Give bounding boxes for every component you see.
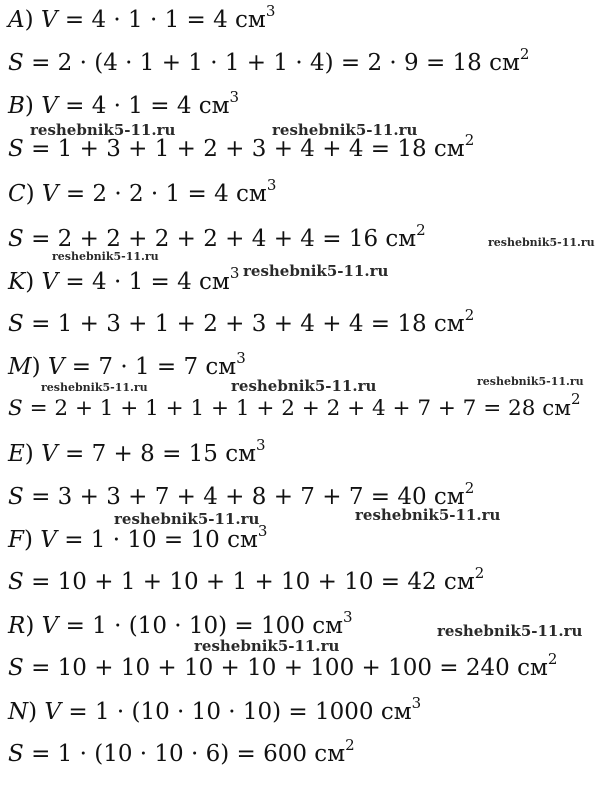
line-a-volume: A) V = 4 · 1 · 1 = 4 $см^3$ [8,2,276,33]
line-m-volume: M) V = 7 · 1 = 7 $см^3$ [8,349,246,380]
watermark: reshebnik5-11.ru [52,250,159,263]
line-e-volume: E) V = 7 + 8 = 15 $см^3$ [8,436,266,467]
line-r-volume: R) V = 1 · (10 · 10) = 100 $см^3$ [8,608,353,639]
line-e-area: S = 3 + 3 + 7 + 4 + 8 + 7 + 7 = 40 $см^2$ [8,479,475,510]
line-b-area: S = 1 + 3 + 1 + 2 + 3 + 4 + 4 = 18 $см^2$ [8,131,475,162]
line-k-volume: K) V = 4 · 1 = 4 $см^3$ [8,264,240,295]
watermark: reshebnik5-11.ru [114,510,260,528]
line-b-volume: B) V = 4 · 1 = 4 $см^3$ [8,88,240,119]
watermark: reshebnik5-11.ru [30,121,176,139]
watermark: reshebnik5-11.ru [231,377,377,395]
watermark: reshebnik5-11.ru [41,381,148,394]
line-c-volume: C) V = 2 · 2 · 1 = 4 $см^3$ [8,176,277,207]
line-m-area: S = 2 + 1 + 1 + 1 + 1 + 2 + 2 + 4 + 7 + 7 = 28 $см^2$ [8,390,581,421]
watermark: reshebnik5-11.ru [243,262,389,280]
watermark: reshebnik5-11.ru [355,506,501,524]
watermark: reshebnik5-11.ru [488,236,595,249]
line-f-volume: F) V = 1 · 10 = 10 $см^3$ [8,522,268,553]
line-k-area: S = 1 + 3 + 1 + 2 + 3 + 4 + 4 = 18 $см^2$ [8,306,475,337]
line-c-area: S = 2 + 2 + 2 + 2 + 4 + 4 = 16 $см^2$ [8,221,426,252]
watermark: reshebnik5-11.ru [477,375,584,388]
line-f-area: S = 10 + 1 + 10 + 1 + 10 + 10 = 42 $см^2$ [8,564,485,595]
line-n-area: S = 1 · (10 · 10 · 6) = 600 $см^2$ [8,736,355,767]
line-r-area: S = 10 + 10 + 10 + 10 + 100 + 100 = 240 $см^2$ [8,650,558,681]
watermark: reshebnik5-11.ru [272,121,418,139]
watermark: reshebnik5-11.ru [194,637,340,655]
watermark: reshebnik5-11.ru [437,622,583,640]
line-a-area: S = 2 · (4 · 1 + 1 · 1 + 1 · 4) = 2 · 9 = 18 $см^2$ [8,45,530,76]
line-n-volume: N) V = 1 · (10 · 10 · 10) = 1000 $см^3$ [8,694,422,725]
